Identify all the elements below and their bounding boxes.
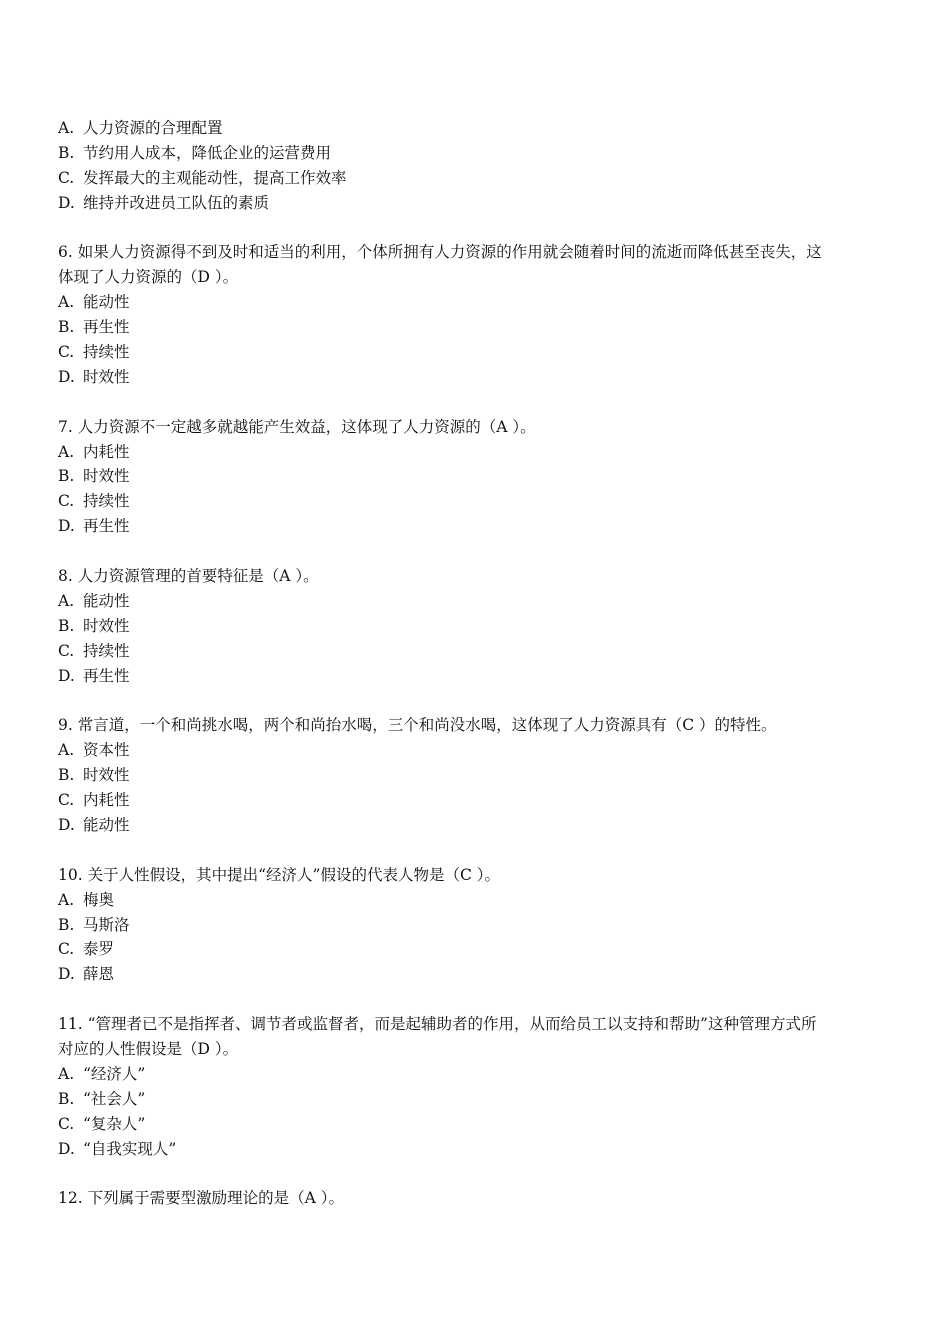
option-b: B. 时效性 (58, 766, 130, 785)
spacer (58, 539, 896, 564)
option-c: C. 内耗性 (58, 791, 130, 810)
question-stem: 12. 下列属于需要型激励理论的是（A ）。 (58, 1189, 344, 1208)
option-c: C. 持续性 (58, 641, 130, 660)
question-stem: 7. 人力资源不一定越多就越能产生效益，这体现了人力资源的（A ）。 (58, 417, 536, 436)
option-c: C. 发挥最大的主观能动性，提高工作效率 (58, 168, 347, 187)
question-stem-continued: 对应的人性假设是（D ）。 (58, 1039, 239, 1058)
option-d: D. 再生性 (58, 517, 130, 536)
option-b: B. 节约用人成本，降低企业的运营费用 (58, 143, 332, 162)
option-d: D. 能动性 (58, 815, 130, 834)
question-stem: 8. 人力资源管理的首要特征是（A ）。 (58, 567, 319, 586)
option-a: A. 梅奥 (58, 890, 115, 909)
question-stem-continued: 体现了人力资源的（D ）。 (58, 268, 239, 287)
option-a: A. 内耗性 (58, 442, 130, 461)
option-a: A. 能动性 (58, 293, 130, 312)
question-stem: 10. 关于人性假设，其中提出“经济人”假设的代表人物是（C ）。 (58, 865, 500, 884)
option-b: B. 时效性 (58, 467, 130, 486)
option-a: A. “经济人” (58, 1064, 146, 1083)
option-d: D. “自我实现人” (58, 1139, 177, 1158)
question-7 (58, 415, 896, 539)
option-a: A. 人力资源的合理配置 (58, 119, 223, 137)
option-b: B. “社会人” (58, 1089, 146, 1108)
option-c: C. 持续性 (58, 343, 130, 362)
question-8 (58, 564, 896, 688)
question-stem: 9. 常言道，一个和尚挑水喝，两个和尚抬水喝，三个和尚没水喝，这体现了人力资源具有（C ）的特性。 (58, 716, 777, 735)
option-d: D. 时效性 (58, 367, 130, 386)
document-page (58, 116, 896, 1211)
spacer (58, 838, 896, 863)
spacer (58, 1161, 896, 1186)
option-d: D. 薛恩 (58, 965, 115, 984)
question-stem: 6. 如果人力资源得不到及时和适当的利用，个体所拥有人力资源的作用就会随着时间的流逝而降低甚至丧失，这 (58, 243, 822, 262)
option-d: D. 维持并改进员工队伍的素质 (58, 193, 270, 212)
spacer (58, 216, 896, 241)
lead-options (58, 116, 896, 216)
spacer (58, 390, 896, 415)
option-d: D. 再生性 (58, 666, 130, 685)
option-a: A. 资本性 (58, 741, 130, 760)
spacer (58, 987, 896, 1012)
spacer (58, 688, 896, 713)
option-b: B. 再生性 (58, 318, 130, 337)
question-11 (58, 1012, 896, 1161)
option-b: B. 时效性 (58, 616, 130, 635)
option-c: C. “复杂人” (58, 1114, 146, 1133)
question-12 (58, 1186, 896, 1211)
option-a: A. 能动性 (58, 591, 130, 610)
question-10 (58, 863, 896, 987)
option-c: C. 持续性 (58, 492, 130, 511)
question-stem: 11. “管理者已不是指挥者、调节者或监督者，而是起辅助者的作用，从而给员工以支持和帮助”这种管理方式所 (58, 1015, 817, 1034)
option-c: C. 泰罗 (58, 940, 115, 959)
question-9 (58, 713, 896, 837)
question-6 (58, 240, 896, 389)
option-b: B. 马斯洛 (58, 915, 130, 934)
